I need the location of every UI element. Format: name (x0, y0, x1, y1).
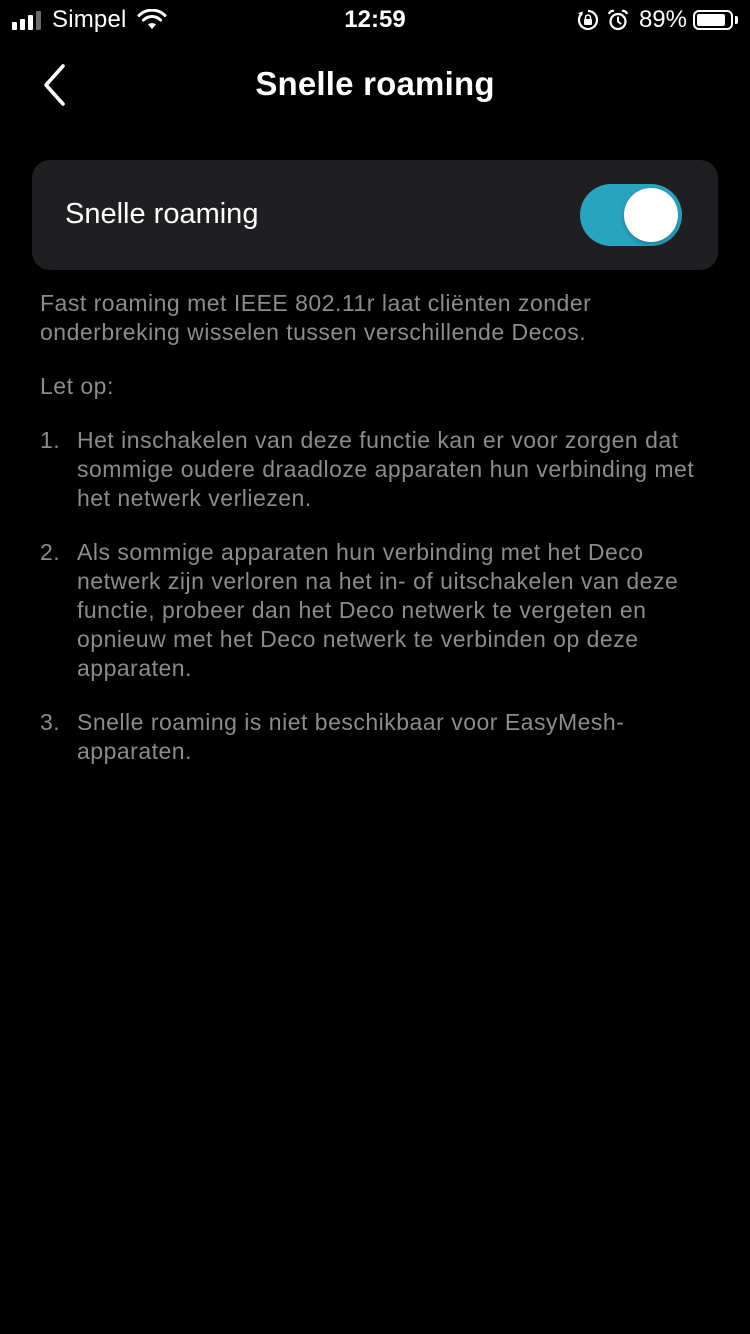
note-label: Let op: (40, 373, 114, 399)
battery-percentage: 89% (638, 6, 687, 33)
list-item-text: Snelle roaming is niet beschikbaar voor EasyMesh-apparaten. (77, 709, 625, 764)
fast-roaming-label: Snelle roaming (65, 198, 259, 230)
fast-roaming-setting-card (32, 160, 718, 270)
list-item (40, 708, 720, 766)
battery-cap (735, 16, 738, 24)
fast-roaming-toggle[interactable] (580, 184, 682, 246)
description (40, 289, 720, 791)
status-bar (0, 0, 750, 40)
list-item-number: 3. (40, 709, 61, 735)
battery-fill (697, 14, 725, 26)
alarm-icon (607, 9, 629, 31)
status-time: 12:59 (344, 6, 406, 33)
navigation-bar (0, 44, 750, 124)
list-item-number: 2. (40, 539, 61, 565)
status-bar-right (569, 6, 738, 34)
list-item-text: Als sommige apparaten hun verbinding met het Deco netwerk zijn verloren na het in- of uitschakelen van deze functie, probeer dan het Deco netwerk te vergeten en opnieuw met het Deco netwerk te verbinden op deze apparaten. (77, 539, 679, 681)
battery-icon (693, 10, 733, 30)
list-item-number: 1. (40, 427, 61, 453)
page-title: Snelle roaming (255, 65, 495, 102)
toggle-knob (624, 188, 678, 242)
note-list (40, 426, 720, 766)
orientation-lock-icon (577, 9, 599, 31)
list-item (40, 426, 720, 513)
list-item (40, 538, 720, 683)
list-item-text: Het inschakelen van deze functie kan er voor zorgen dat sommige oudere draadloze apparaten hun verbinding met het netwerk verliezen. (77, 427, 695, 511)
carrier-name: Simpel (52, 6, 127, 33)
description-intro: Fast roaming met IEEE 802.11r laat cliënten zonder onderbreking wisselen tussen verschillende Decos. (40, 290, 592, 345)
